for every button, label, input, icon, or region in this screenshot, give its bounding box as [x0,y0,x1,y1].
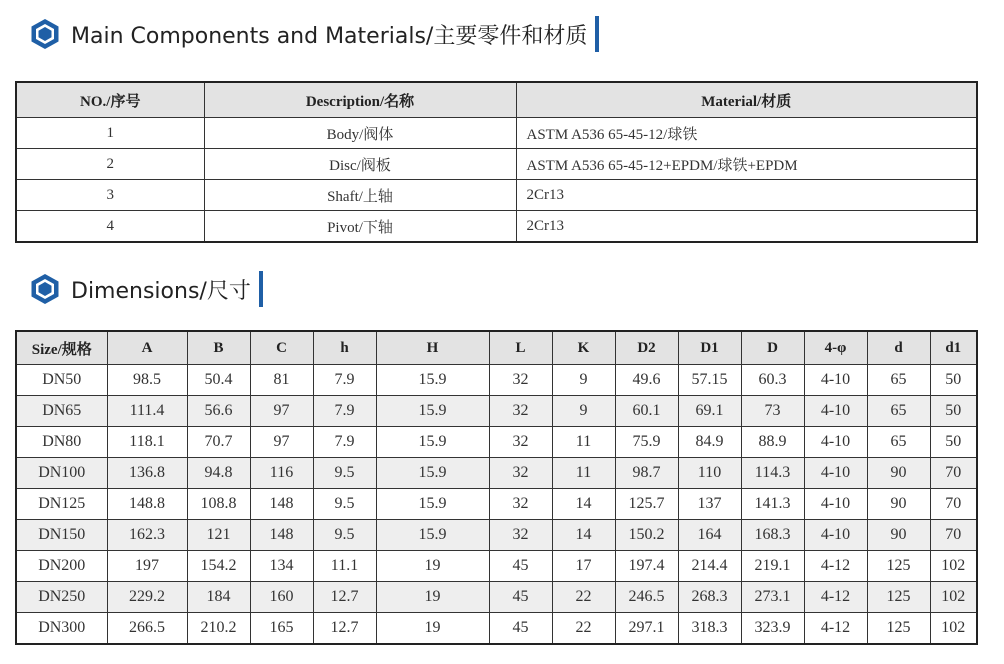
table-cell: 98.5 [107,365,187,396]
table-cell: 84.9 [678,427,741,458]
column-header: Material/材质 [516,82,977,118]
table-cell: 22 [552,582,615,613]
table-cell: 73 [741,396,804,427]
table-cell: 9 [552,396,615,427]
table-cell: 246.5 [615,582,678,613]
size-cell: DN250 [16,582,107,613]
table-cell: 7.9 [313,427,376,458]
table-cell: 134 [250,551,313,582]
table-cell: 111.4 [107,396,187,427]
table-cell: 219.1 [741,551,804,582]
column-header: L [489,331,552,365]
table-cell: 197.4 [615,551,678,582]
size-cell: DN150 [16,520,107,551]
size-cell: DN80 [16,427,107,458]
table-cell: ASTM A536 65-45-12+EPDM/球铁+EPDM [516,149,977,180]
table-cell: 102 [930,613,977,645]
table-cell: 7.9 [313,365,376,396]
table-cell: 7.9 [313,396,376,427]
table-cell: 50 [930,365,977,396]
table-cell: 19 [376,613,489,645]
column-header: h [313,331,376,365]
table-cell: 60.3 [741,365,804,396]
column-header: K [552,331,615,365]
table-cell: 57.15 [678,365,741,396]
table-row [16,551,977,582]
table-cell: 50 [930,427,977,458]
table-cell: 4-10 [804,458,867,489]
table-cell: Pivot/下轴 [204,211,516,243]
table-cell: 266.5 [107,613,187,645]
column-header: C [250,331,313,365]
table-cell: 184 [187,582,250,613]
table-cell: 1 [16,118,204,149]
table-cell: 148 [250,520,313,551]
table-cell: 15.9 [376,520,489,551]
table-cell: 90 [867,458,930,489]
column-header: B [187,331,250,365]
table-cell: 15.9 [376,458,489,489]
table-cell: 32 [489,489,552,520]
table-cell: 114.3 [741,458,804,489]
section-title-text: Main Components and Materials/主要零件和材质 [71,23,588,49]
table-header-row [16,82,977,118]
table-cell: 45 [489,613,552,645]
table-cell: 32 [489,458,552,489]
table-cell: 4-12 [804,613,867,645]
table-cell: 141.3 [741,489,804,520]
column-header: H [376,331,489,365]
column-header: NO./序号 [16,82,204,118]
table-cell: 160 [250,582,313,613]
size-cell: DN65 [16,396,107,427]
table-cell: 148.8 [107,489,187,520]
table-cell: 3 [16,180,204,211]
table-cell: 81 [250,365,313,396]
table-row [16,180,977,211]
table-cell: 165 [250,613,313,645]
table-cell: 164 [678,520,741,551]
table-row [16,118,977,149]
table-cell: Body/阀体 [204,118,516,149]
table-cell: 15.9 [376,365,489,396]
table-header-row [16,331,977,365]
table-cell: 32 [489,520,552,551]
table-cell: 15.9 [376,489,489,520]
table-cell: 69.1 [678,396,741,427]
components-table [15,81,978,243]
column-header: D2 [615,331,678,365]
table-cell: 32 [489,365,552,396]
table-cell: 108.8 [187,489,250,520]
table-cell: 118.1 [107,427,187,458]
table-row [16,149,977,180]
table-cell: 12.7 [313,582,376,613]
table-cell: 65 [867,365,930,396]
table-cell: 102 [930,582,977,613]
table-cell: 11 [552,427,615,458]
table-cell: 4-10 [804,489,867,520]
section-title-text: Dimensions/尺寸 [71,278,251,304]
table-row [16,211,977,243]
table-cell: 22 [552,613,615,645]
table-cell: 75.9 [615,427,678,458]
dimensions-table [15,330,978,645]
table-cell: 136.8 [107,458,187,489]
table-cell: 9.5 [313,489,376,520]
table-cell: 4-10 [804,520,867,551]
column-header: Size/规格 [16,331,107,365]
table-cell: 32 [489,427,552,458]
table-cell: 121 [187,520,250,551]
table-cell: 137 [678,489,741,520]
table-cell: 125 [867,551,930,582]
table-cell: 17 [552,551,615,582]
table-cell: 14 [552,489,615,520]
table-cell: 4-10 [804,396,867,427]
hexagon-icon [30,273,60,305]
table-cell: 229.2 [107,582,187,613]
table-cell: 90 [867,489,930,520]
column-header: 4-φ [804,331,867,365]
table-cell: 2Cr13 [516,211,977,243]
table-cell: 15.9 [376,396,489,427]
table-cell: 318.3 [678,613,741,645]
table-cell: 323.9 [741,613,804,645]
table-row [16,489,977,520]
table-cell: Shaft/上轴 [204,180,516,211]
column-header: Description/名称 [204,82,516,118]
size-cell: DN125 [16,489,107,520]
table-cell: 15.9 [376,427,489,458]
table-cell: Disc/阀板 [204,149,516,180]
table-cell: 19 [376,582,489,613]
column-header: A [107,331,187,365]
table-cell: 4-12 [804,551,867,582]
dimensions-section-title [30,271,263,307]
table-cell: 45 [489,582,552,613]
table-cell: 2Cr13 [516,180,977,211]
table-cell: 268.3 [678,582,741,613]
table-cell: 210.2 [187,613,250,645]
hexagon-icon [30,18,60,50]
table-cell: 98.7 [615,458,678,489]
column-header: d1 [930,331,977,365]
table-cell: 168.3 [741,520,804,551]
table-row [16,365,977,396]
table-cell: 150.2 [615,520,678,551]
table-cell: 125 [867,613,930,645]
title-accent-bar [259,271,263,307]
column-header: d [867,331,930,365]
table-cell: 97 [250,396,313,427]
table-cell: 162.3 [107,520,187,551]
table-cell: 4-12 [804,582,867,613]
table-cell: 9.5 [313,520,376,551]
table-row [16,613,977,645]
table-cell: 214.4 [678,551,741,582]
table-cell: ASTM A536 65-45-12/球铁 [516,118,977,149]
table-cell: 90 [867,520,930,551]
table-cell: 12.7 [313,613,376,645]
table-cell: 11 [552,458,615,489]
table-cell: 88.9 [741,427,804,458]
size-cell: DN100 [16,458,107,489]
table-cell: 94.8 [187,458,250,489]
table-cell: 70.7 [187,427,250,458]
table-cell: 11.1 [313,551,376,582]
size-cell: DN200 [16,551,107,582]
size-cell: DN300 [16,613,107,645]
table-cell: 125.7 [615,489,678,520]
table-cell: 4-10 [804,427,867,458]
table-row [16,520,977,551]
table-cell: 197 [107,551,187,582]
table-cell: 2 [16,149,204,180]
table-cell: 4 [16,211,204,243]
table-cell: 9.5 [313,458,376,489]
table-cell: 4-10 [804,365,867,396]
title-accent-bar [595,16,599,52]
table-cell: 60.1 [615,396,678,427]
table-cell: 50 [930,396,977,427]
table-cell: 110 [678,458,741,489]
table-cell: 45 [489,551,552,582]
table-cell: 65 [867,396,930,427]
column-header: D1 [678,331,741,365]
table-cell: 49.6 [615,365,678,396]
table-cell: 70 [930,458,977,489]
table-cell: 56.6 [187,396,250,427]
table-row [16,427,977,458]
table-cell: 32 [489,396,552,427]
table-cell: 19 [376,551,489,582]
table-cell: 65 [867,427,930,458]
table-row [16,458,977,489]
table-cell: 116 [250,458,313,489]
column-header: D [741,331,804,365]
table-row [16,396,977,427]
table-cell: 97 [250,427,313,458]
table-cell: 273.1 [741,582,804,613]
table-cell: 125 [867,582,930,613]
table-row [16,582,977,613]
table-cell: 14 [552,520,615,551]
table-cell: 70 [930,520,977,551]
table-cell: 70 [930,489,977,520]
size-cell: DN50 [16,365,107,396]
components-section-title [30,16,599,52]
table-cell: 297.1 [615,613,678,645]
table-cell: 102 [930,551,977,582]
table-cell: 50.4 [187,365,250,396]
table-cell: 154.2 [187,551,250,582]
table-cell: 9 [552,365,615,396]
table-cell: 148 [250,489,313,520]
